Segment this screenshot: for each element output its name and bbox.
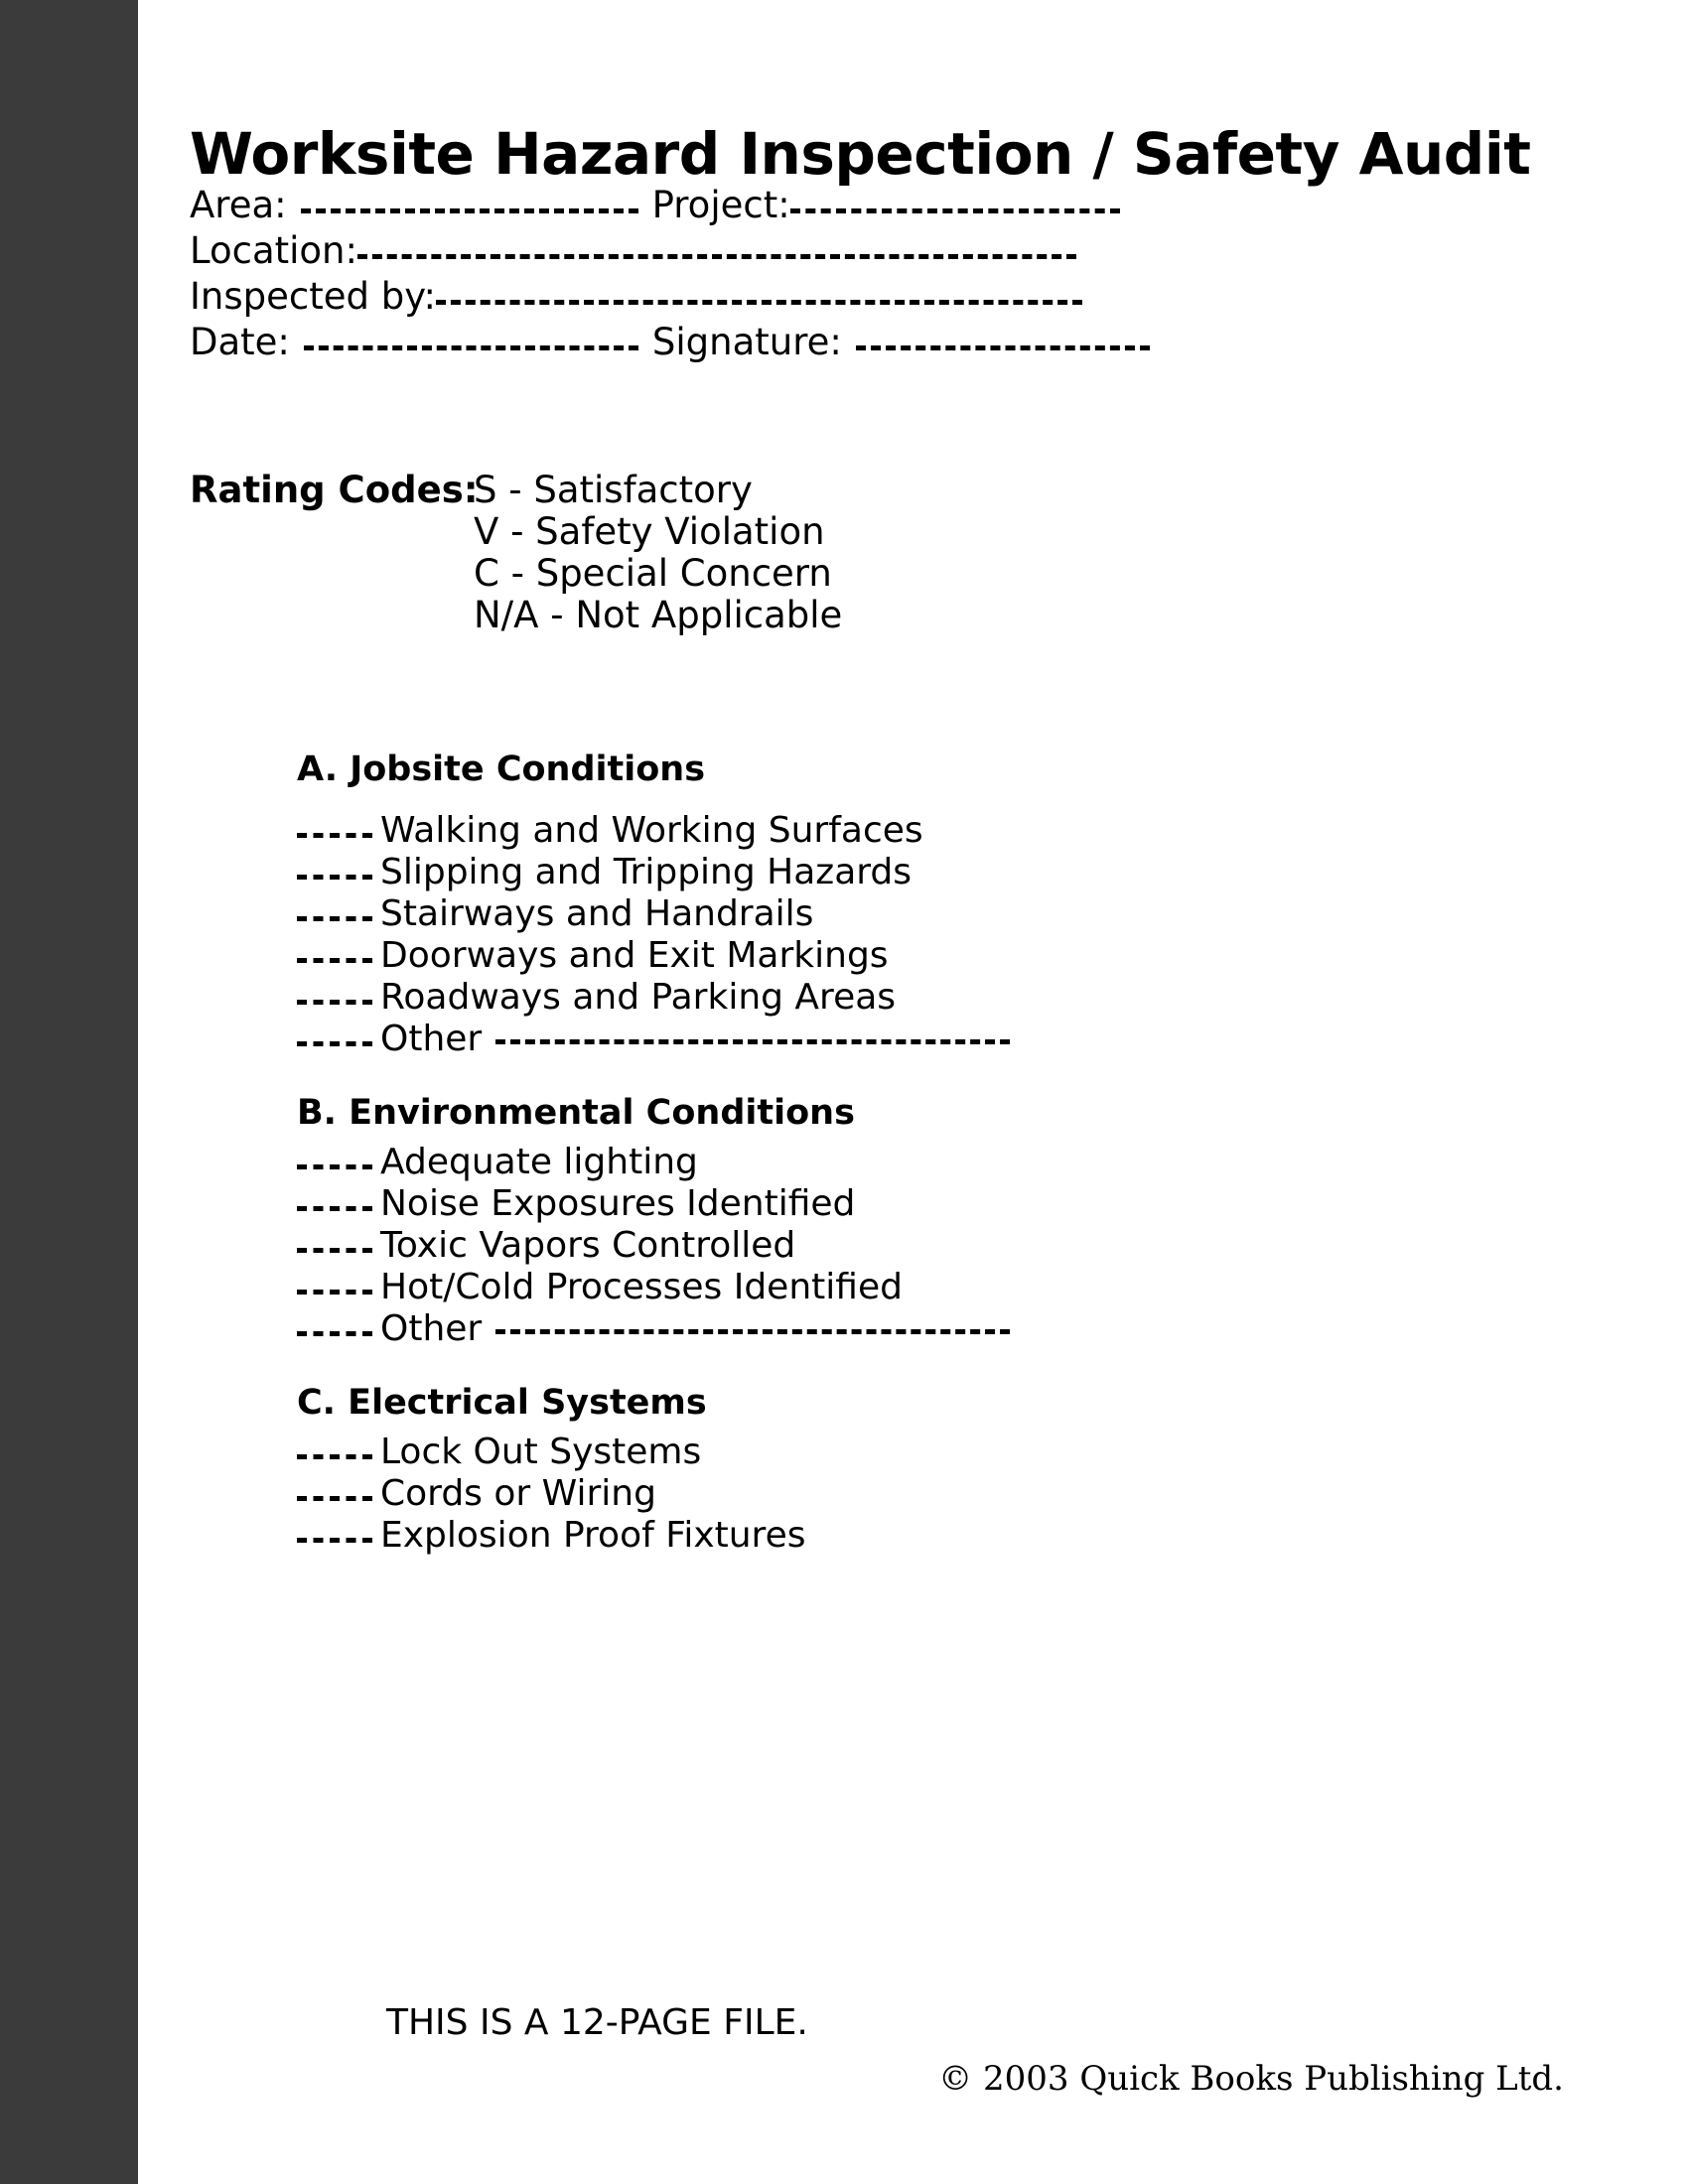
rating-blank[interactable] bbox=[297, 1428, 380, 1463]
checklist-label: Doorways and Exit Markings bbox=[380, 935, 889, 976]
rating-blank[interactable] bbox=[297, 1263, 380, 1298]
checklist-label: Adequate lighting bbox=[380, 1142, 698, 1182]
project-input-rule[interactable] bbox=[790, 183, 1120, 219]
checklist-label: Cords or Wiring bbox=[380, 1473, 656, 1514]
section-heading-jobsite-conditions: A. Jobsite Conditions bbox=[297, 750, 706, 789]
date-input-rule[interactable] bbox=[304, 320, 638, 356]
checklist-row[interactable] bbox=[297, 1469, 656, 1517]
checklist-row-other[interactable] bbox=[297, 1015, 1010, 1062]
checklist-label: Lock Out Systems bbox=[380, 1432, 702, 1472]
location-input-rule[interactable] bbox=[357, 228, 1076, 265]
checklist-row[interactable] bbox=[297, 1138, 698, 1185]
rating-blank[interactable] bbox=[297, 889, 380, 925]
checklist-label: Explosion Proof Fixtures bbox=[380, 1515, 806, 1556]
checklist-row[interactable] bbox=[297, 1221, 795, 1269]
checklist-label: Walking and Working Surfaces bbox=[380, 810, 923, 851]
rating-blank[interactable] bbox=[297, 1179, 380, 1215]
field-row-date-signature bbox=[190, 318, 1150, 365]
project-label: Project: bbox=[651, 184, 790, 226]
copyright-notice: © 2003 Quick Books Publishing Ltd. bbox=[938, 2059, 1564, 2099]
other-input-rule[interactable] bbox=[495, 1015, 1010, 1050]
rating-blank[interactable] bbox=[297, 1221, 380, 1257]
checklist-label: Hot/Cold Processes Identified bbox=[380, 1267, 903, 1307]
page-count-note: THIS IS A 12-PAGE FILE. bbox=[386, 2002, 808, 2043]
inspected-by-input-rule[interactable] bbox=[436, 274, 1082, 311]
checklist-row[interactable] bbox=[297, 1263, 903, 1310]
rating-blank[interactable] bbox=[297, 806, 380, 842]
rating-code-not-applicable: N/A - Not Applicable bbox=[474, 594, 843, 636]
area-input-rule[interactable] bbox=[301, 183, 638, 219]
date-label: Date: bbox=[190, 321, 290, 363]
signature-input-rule[interactable] bbox=[856, 320, 1150, 356]
section-heading-electrical-systems: C. Electrical Systems bbox=[297, 1383, 707, 1423]
checklist-label: Slipping and Tripping Hazards bbox=[380, 852, 913, 892]
checklist-row[interactable] bbox=[297, 1179, 855, 1227]
rating-blank[interactable] bbox=[297, 931, 380, 967]
checklist-row[interactable] bbox=[297, 889, 813, 937]
area-label: Area: bbox=[190, 184, 287, 226]
inspected-by-label: Inspected by: bbox=[190, 275, 436, 318]
other-input-rule[interactable] bbox=[495, 1304, 1010, 1340]
checklist-row-other[interactable] bbox=[297, 1304, 1010, 1352]
checklist-label: Stairways and Handrails bbox=[380, 893, 814, 934]
binder-edge-strip bbox=[0, 0, 138, 2184]
rating-blank[interactable] bbox=[297, 1304, 380, 1340]
checklist-row[interactable] bbox=[297, 848, 912, 895]
checklist-label: Roadways and Parking Areas bbox=[380, 977, 897, 1018]
checklist-label: Toxic Vapors Controlled bbox=[380, 1225, 796, 1266]
rating-blank[interactable] bbox=[297, 1511, 380, 1547]
paper-sheet bbox=[138, 0, 1688, 2184]
section-heading-environmental-conditions: B. Environmental Conditions bbox=[297, 1093, 855, 1133]
rating-blank[interactable] bbox=[297, 1138, 380, 1173]
rating-blank[interactable] bbox=[297, 848, 380, 884]
field-row-location bbox=[190, 226, 1076, 274]
checklist-row[interactable] bbox=[297, 1511, 805, 1559]
rating-blank[interactable] bbox=[297, 1015, 380, 1050]
checklist-label: Other bbox=[380, 1019, 483, 1059]
rating-codes-label: Rating Codes: bbox=[190, 469, 479, 511]
checklist-row[interactable] bbox=[297, 1428, 701, 1475]
page-title: Worksite Hazard Inspection / Safety Audit bbox=[190, 120, 1531, 188]
signature-label: Signature: bbox=[651, 321, 842, 363]
checklist-row[interactable] bbox=[297, 931, 889, 979]
rating-code-special-concern: C - Special Concern bbox=[474, 552, 832, 595]
rating-blank[interactable] bbox=[297, 973, 380, 1009]
checklist-label: Other bbox=[380, 1308, 483, 1349]
field-row-inspected-by bbox=[190, 272, 1082, 320]
rating-code-safety-violation: V - Safety Violation bbox=[474, 510, 825, 553]
checklist-row[interactable] bbox=[297, 806, 923, 854]
rating-code-satisfactory: S - Satisfactory bbox=[474, 469, 753, 511]
checklist-label: Noise Exposures Identified bbox=[380, 1183, 856, 1224]
field-row-area-project bbox=[190, 181, 1120, 228]
rating-blank[interactable] bbox=[297, 1469, 380, 1505]
checklist-row[interactable] bbox=[297, 973, 896, 1021]
location-label: Location: bbox=[190, 229, 357, 272]
